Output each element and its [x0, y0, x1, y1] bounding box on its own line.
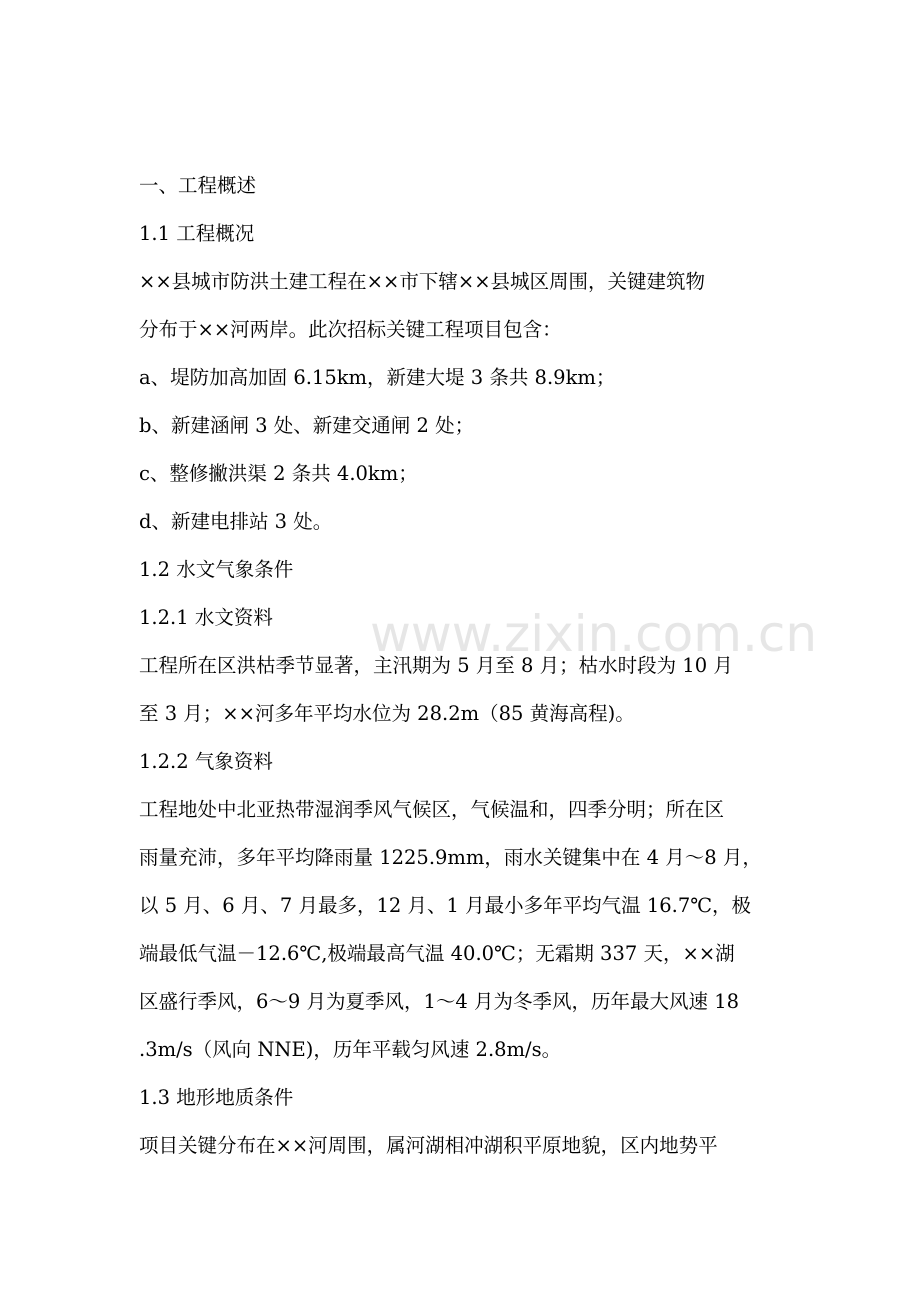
- paragraph-line: 以 5 月、6 月、7 月最多，12 月、1 月最小多年平均气温 16.7℃，极: [139, 894, 752, 917]
- watermark: www.zixin.com.cn: [370, 605, 818, 663]
- paragraph-line: 工程地处中北亚热带湿润季风气候区，气候温和，四季分明；所在区: [139, 798, 725, 821]
- section-heading: 一、工程概述: [139, 174, 257, 197]
- subsection-heading: 1.1 工程概况: [139, 222, 255, 245]
- document-body: [139, 162, 784, 1170]
- paragraph-line: 项目关键分布在××河周围，属河湖相冲湖积平原地貌，区内地势平: [139, 1134, 718, 1157]
- subsection-heading: 1.3 地形地质条件: [139, 1086, 294, 1109]
- subsection-heading: 1.2.2 气象资料: [139, 750, 273, 773]
- list-item: d、新建电排站 3 处。: [139, 510, 333, 533]
- paragraph-line: 雨量充沛，多年平均降雨量 1225.9mm，雨水关键集中在 4 月～8 月，: [139, 846, 762, 869]
- paragraph-line: .3m/s（风向 NNE)，历年平载匀风速 2.8m/s。: [139, 1038, 562, 1061]
- paragraph-line: 至 3 月；××河多年平均水位为 28.2m（85 黄海高程)。: [139, 702, 635, 725]
- subsection-heading: 1.2.1 水文资料: [139, 606, 273, 629]
- list-item: b、新建涵闸 3 处、新建交通闸 2 处；: [139, 414, 475, 437]
- paragraph-line: ××县城市防洪土建工程在××市下辖××县城区周围，关键建筑物: [139, 270, 706, 293]
- subsection-heading: 1.2 水文气象条件: [139, 558, 294, 581]
- paragraph-line: 分布于××河两岸。此次招标关键工程项目包含：: [139, 318, 562, 341]
- paragraph-line: 区盛行季风，6～9 月为夏季风，1～4 月为冬季风，历年最大风速 18: [139, 990, 740, 1013]
- paragraph-line: 工程所在区洪枯季节显著，主汛期为 5 月至 8 月；枯水时段为 10 月: [139, 654, 733, 677]
- paragraph-line: 端最低气温－12.6℃,极端最高气温 40.0℃；无霜期 337 天，××湖: [139, 942, 735, 965]
- list-item: c、整修撇洪渠 2 条共 4.0km；: [139, 462, 418, 485]
- list-item: a、堤防加高加固 6.15km，新建大堤 3 条共 8.9km；: [139, 366, 616, 389]
